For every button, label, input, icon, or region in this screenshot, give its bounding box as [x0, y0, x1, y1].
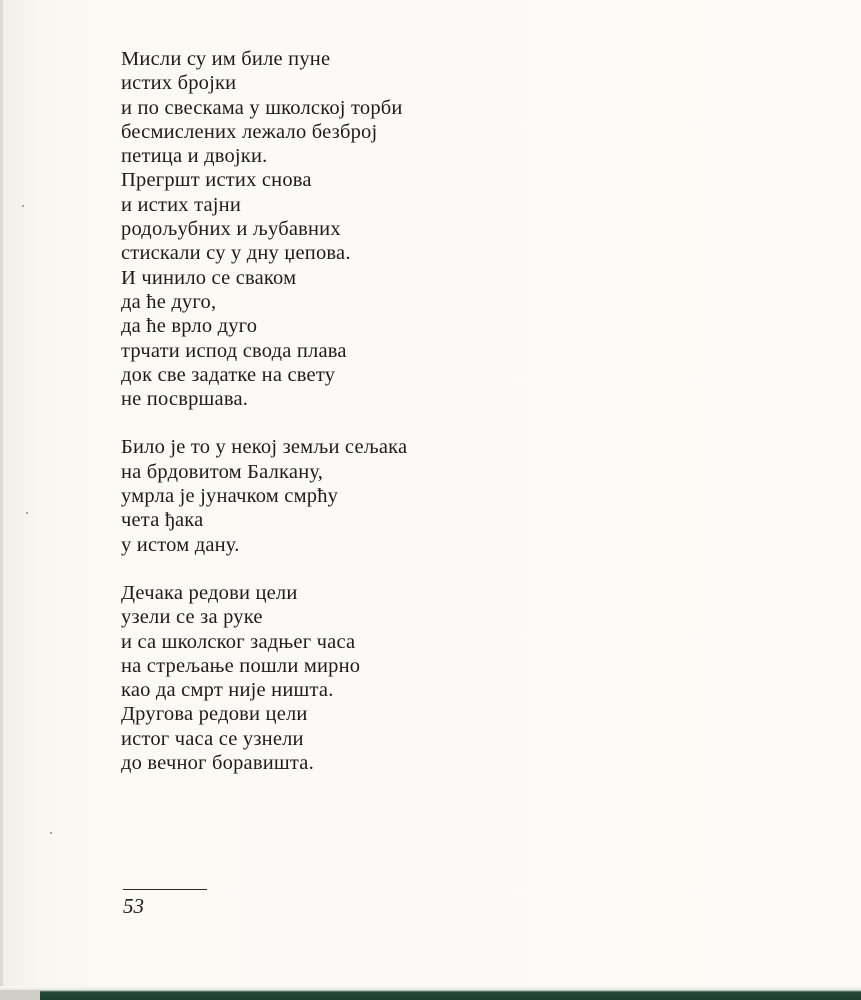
poem-line: на стрељање пошли мирно — [121, 654, 361, 677]
poem-line: стискали су у дну џепова. — [121, 242, 351, 265]
poem-line: до вечног боравишта. — [121, 752, 314, 775]
poem-line: чета ђака — [121, 509, 204, 532]
poem-line: узели се за руке — [121, 606, 263, 629]
poem-line: у истом дану. — [121, 533, 240, 556]
page-edge — [0, 0, 3, 1000]
poem-line: Било је то у некој земљи сељака — [121, 436, 408, 459]
poem-line: и по свескама у школској торби — [121, 96, 403, 119]
poem-line: трчати испод свода плава — [121, 339, 347, 362]
poem-line: И чинило се сваком — [121, 266, 297, 289]
poem-line: и истих тајни — [121, 193, 242, 216]
poem-line: Прегршт истих снова — [121, 169, 312, 192]
poem-line: и са школског задњег часа — [121, 630, 356, 653]
stanza-1 — [121, 47, 621, 411]
poem-line: да ће дуго, — [121, 290, 217, 313]
poem-line: истог часа се узнели — [121, 727, 304, 750]
poem-line: Другова редови цели — [121, 703, 308, 726]
book-cover-edge — [0, 986, 861, 1000]
poem-line: родољубних и љубавних — [121, 218, 341, 241]
poem-line: као да смрт није ништа. — [121, 679, 334, 702]
poem-line: Дечака редови цели — [121, 581, 298, 604]
stanza-3 — [121, 581, 621, 775]
poem-line: истих бројки — [121, 72, 237, 95]
poem-line: умрла је јуначком смрћу — [121, 485, 339, 508]
poem-line: Мисли су им биле пуне — [121, 48, 331, 70]
poem-line: да ће врло дуго — [121, 315, 258, 338]
poem-line: не посвршава. — [121, 388, 249, 411]
book-cover-corner — [0, 990, 40, 1000]
poem-line: бесмислених лежало безброј — [121, 120, 378, 143]
paper-speck — [50, 832, 52, 834]
poem-line: петица и двојки. — [121, 145, 268, 168]
poem-line: на брдовитом Балкану, — [121, 460, 324, 483]
paper-speck — [26, 512, 28, 514]
paper-speck — [22, 205, 24, 207]
poem-line: док све задатке на свету — [121, 363, 336, 386]
poem-text — [121, 47, 621, 775]
stanza-2 — [121, 435, 621, 556]
page-number: 53 — [123, 894, 144, 918]
footer-rule — [123, 889, 207, 890]
